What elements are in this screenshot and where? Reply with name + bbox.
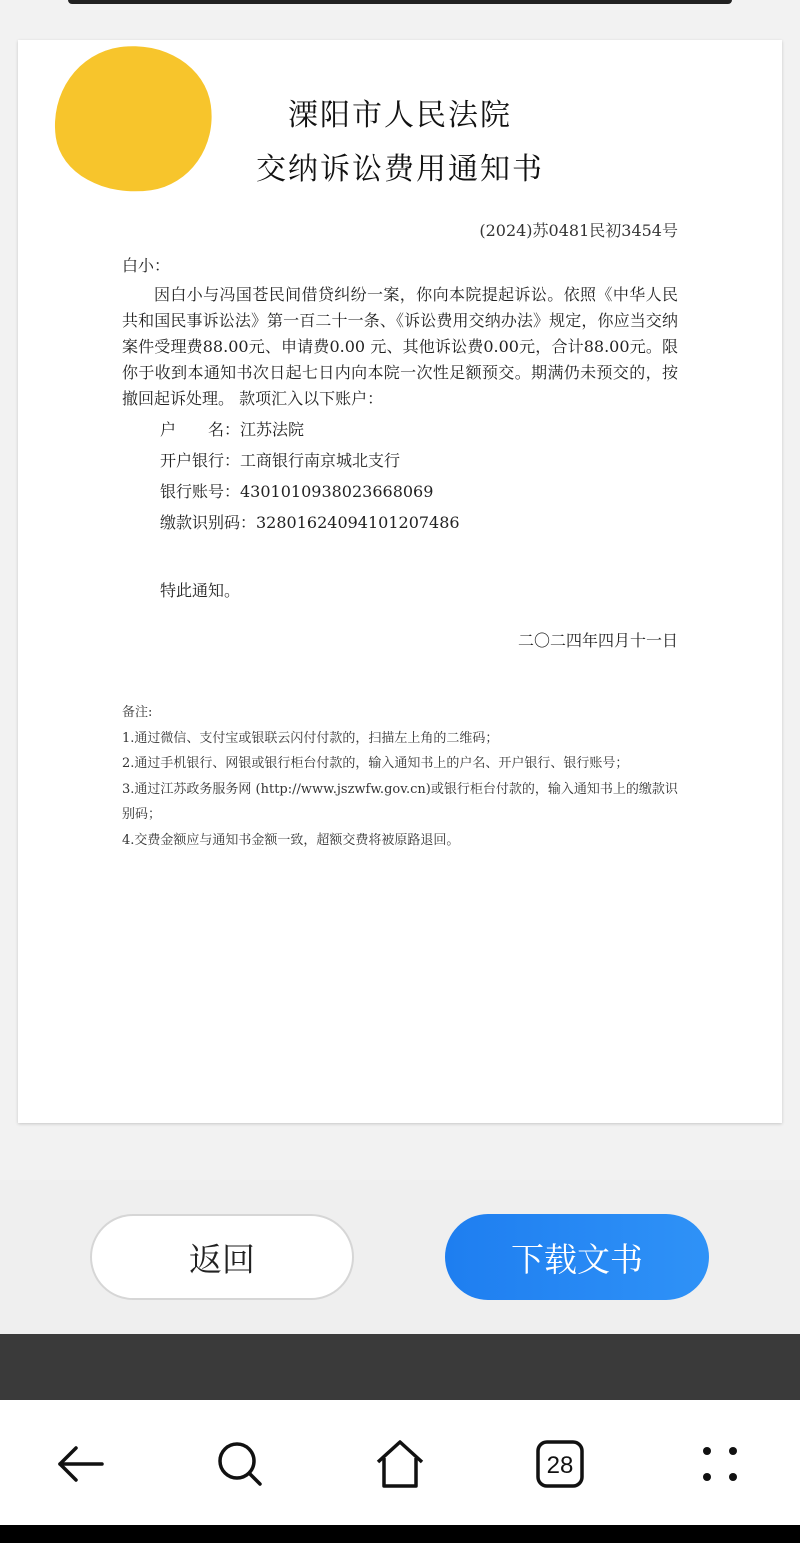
tab-count: 28 <box>546 1452 574 1479</box>
notice-date: 二〇二四年四月十一日 <box>517 631 678 650</box>
browser-nav-bar <box>0 1400 800 1525</box>
payment-code: 缴款识别码：3280162409410120748​6 <box>160 513 460 532</box>
remarks-section <box>122 700 682 853</box>
document-page <box>18 40 782 1123</box>
action-bar <box>0 1180 800 1334</box>
account-bank: 开户银行：工商银行南京城北支行 <box>160 451 401 470</box>
account-name: 户 名：江苏法院 <box>160 420 305 439</box>
remark-item: 3.通过江苏政务服务网 (http://www.jszwfw.gov.cn)或银行柜台付款的，输入通知书上的缴款识别码； <box>122 781 678 822</box>
court-name: 溧阳市人民法院 <box>288 98 512 133</box>
addressee: 白小： <box>122 256 171 275</box>
home-icon[interactable] <box>372 1436 428 1492</box>
document-title: 交纳诉讼费用通知书 <box>256 152 544 187</box>
download-document-button[interactable]: 下载文书 <box>445 1214 709 1300</box>
remark-item: 1.通过微信、支付宝或银联云闪付付款的，扫描左上角的二维码； <box>122 730 499 746</box>
search-icon[interactable] <box>212 1436 268 1492</box>
back-arrow-icon[interactable] <box>52 1436 108 1492</box>
remarks-title: 备注: <box>122 705 153 720</box>
top-edge-line <box>68 0 732 4</box>
notice-body: 因白小与冯国苍民间借贷纠纷一案，你向本院提起诉讼。依照《中华人民共和国民事诉讼法》第一百二十一条、《诉讼费用交纳办法》规定，你应当交纳案件受理费88.00元、申请费0.00 元、其他诉讼费0.00元，合计88.00元。限你于收到本通知书次日起七日内向本院一次性足额预交。期满仍未预交的，按撤回起诉处理。 款项汇入以下账户： <box>122 285 678 408</box>
case-number: (2024)苏0481民初3454号 <box>479 221 678 240</box>
account-number: 银行账号：4301010938023668069 <box>160 482 434 501</box>
bottom-strip <box>0 1525 800 1543</box>
more-icon[interactable] <box>692 1436 748 1492</box>
remark-item: 2.通过手机银行、网银或银行柜台付款的，输入通知书上的户名、开户银行、银行账号； <box>122 756 629 771</box>
dark-band <box>0 1334 800 1400</box>
remark-item: 4.交费金额应与通知书金额一致，超额交费将被原路退回。 <box>122 832 460 848</box>
tabs-icon[interactable] <box>532 1436 588 1492</box>
notice-closing: 特此通知。 <box>160 581 241 600</box>
back-button[interactable]: 返回 <box>90 1214 354 1300</box>
